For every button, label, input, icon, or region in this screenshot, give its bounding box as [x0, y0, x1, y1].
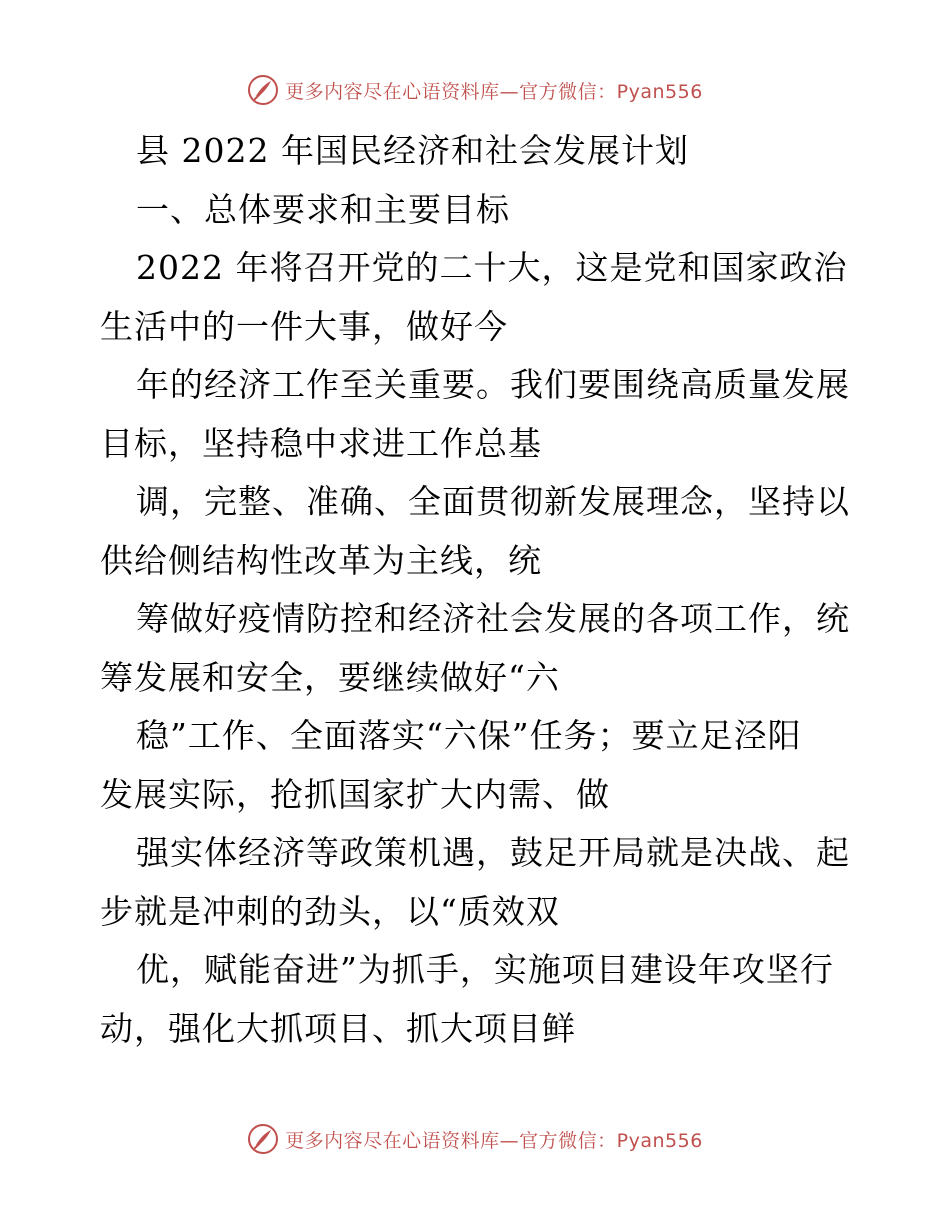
paragraph-line: 优，赋能奋进”为抓手，实施项目建设年攻坚行 — [136, 950, 834, 989]
paragraph-line: 2022 年将召开党的二十大，这是党和国家政治 — [136, 248, 848, 287]
header-watermark — [0, 70, 950, 110]
footer-watermark — [0, 1119, 950, 1159]
paragraph-line: 步就是冲刺的劲头，以“质效双 — [100, 891, 560, 931]
header-watermark-text: 更多内容尽在心语资料库—官方微信：Pyan556 — [285, 80, 703, 103]
paragraph-line: 生活中的一件大事，做好今 — [100, 306, 508, 346]
quill-logo-icon — [247, 74, 279, 106]
document-body — [100, 122, 860, 1058]
document-title: 县 2022 年国民经济和社会发展计划 — [136, 131, 689, 170]
paragraph-line: 稳”工作、全面落实“六保”任务；要立足泾阳 — [136, 716, 802, 755]
paragraph-line: 调，完整、准确、全面贯彻新发展理念，坚持以 — [136, 482, 850, 521]
paragraph-line: 筹发展和安全，要继续做好“六 — [100, 657, 560, 697]
footer-watermark-text: 更多内容尽在心语资料库—官方微信：Pyan556 — [285, 1129, 703, 1152]
paragraph-line: 筹做好疫情防控和经济社会发展的各项工作，统 — [136, 599, 850, 638]
paragraph-line: 目标，坚持稳中求进工作总基 — [100, 423, 542, 463]
paragraph-line: 发展实际，抢抓国家扩大内需、做 — [100, 774, 610, 814]
section-heading: 一、总体要求和主要目标 — [136, 189, 510, 229]
paragraph-line: 年的经济工作至关重要。我们要围绕高质量发展 — [136, 365, 850, 404]
paragraph-line: 强实体经济等政策机遇，鼓足开局就是决战、起 — [136, 833, 850, 872]
paragraph-line: 动，强化大抓项目、抓大项目鲜 — [100, 1008, 576, 1048]
paragraph-line: 供给侧结构性改革为主线，统 — [100, 540, 542, 580]
quill-logo-icon — [247, 1123, 279, 1155]
